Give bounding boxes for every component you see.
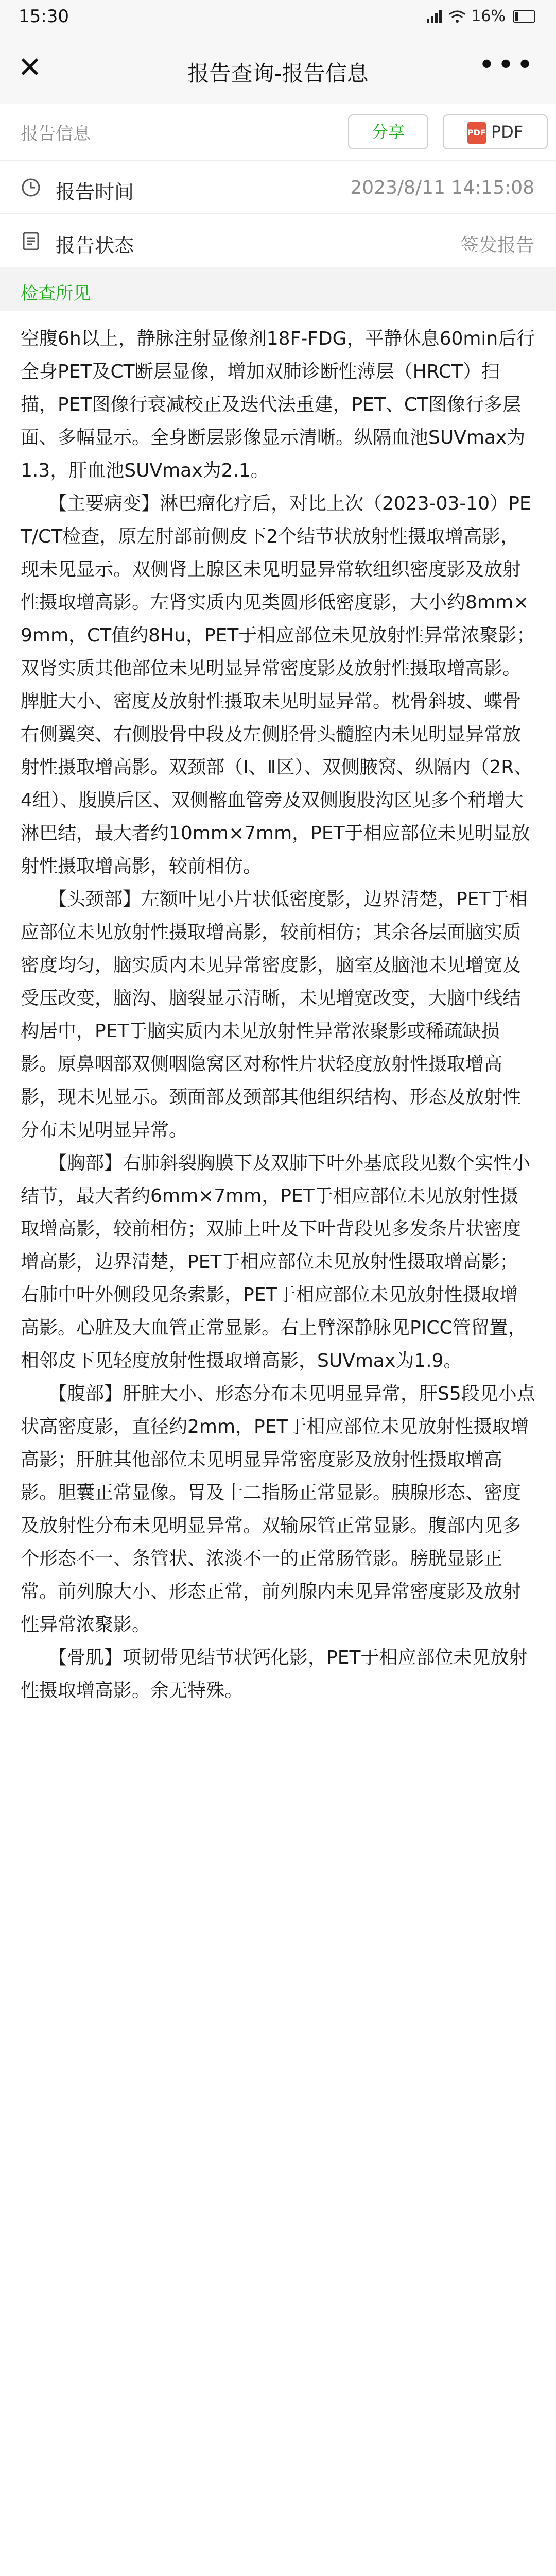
battery-icon xyxy=(513,10,535,23)
report-info-label: 报告信息 xyxy=(21,124,91,144)
clock-icon xyxy=(21,177,41,198)
status-time: 15:30 xyxy=(19,6,69,27)
findings-paragraph: 【胸部】右肺斜裂胸膜下及双肺下叶外基底段见数个实性小结节，最大者约6mm×7mm，PET于相应部位未见放射性摄取增高影，较前相仿；双肺上叶及下叶背段见多发条片状密度增高影，边界清楚，PET于相应部位未见放射性摄取增高影；右肺中叶外侧段见条索影，PET于相应部位未见放射性摄取增高影。心脏及大血管正常显影。右上臂深静脉见PICC管留置，相邻皮下见轻度放射性摄取增高影，SUVmax为1.9。 xyxy=(21,1153,531,1371)
more-options-icon[interactable]: ••• xyxy=(478,48,535,82)
findings-text xyxy=(21,323,535,1707)
findings-paragraph: 【主要病变】淋巴瘤化疗后，对比上次（2023-03-10）PET/CT检查，原左肘部前侧皮下2个结节状放射性摄取增高影，现未见显示。双侧肾上腺区未见明显异常软组织密度影及放射性摄取增高影。左肾实质内见类圆形低密度影，大小约8mm×9mm，CT值约8Hu，PET于相应部位未见放射性异常浓聚影；双肾实质其他部位未见明显异常密度影及放射性摄取增高影。脾脏大小、密度及放射性摄取未见明显异常。枕骨斜坡、蝶骨右侧翼突、右侧股骨中段及左侧胫骨头髓腔内未见明显异常放射性摄取增高影。双颈部（Ⅰ、Ⅱ区）、双侧腋窝、纵隔内（2R、4组）、腹膜后区、双侧髂血管旁及双侧腹股沟区见多个稍增大淋巴结，最大者约10mm×7mm，PET于相应部位未见明显放射性摄取增高影，较前相仿。 xyxy=(21,493,535,877)
findings-heading: 检查所见 xyxy=(21,283,91,304)
share-button[interactable]: 分享 xyxy=(348,114,428,149)
status-icons xyxy=(426,7,535,25)
pdf-button[interactable] xyxy=(443,114,548,149)
report-time-value: 2023/8/11 14:15:08 xyxy=(350,177,534,198)
pdf-button-label: PDF xyxy=(491,122,524,142)
findings-heading-bar xyxy=(0,267,556,311)
battery-percent: 16% xyxy=(471,7,506,25)
wifi-icon xyxy=(448,9,466,24)
report-time-row xyxy=(0,160,556,214)
report-time-label: 报告时间 xyxy=(56,181,134,204)
nav-bar xyxy=(0,37,556,104)
report-status-row xyxy=(0,213,556,268)
page-title: 报告查询-报告信息 xyxy=(187,61,369,86)
findings-paragraph: 【腹部】肝脏大小、形态分布未见明显异常，肝S5段见小点状高密度影，直径约2mm，PET于相应部位未见放射性摄取增高影；肝脏其他部位未见明显异常密度影及放射性摄取增高影。胆囊正常显像。胃及十二指肠正常显影。胰腺形态、密度及放射性分布未见明显异常。双输尿管正常显影。腹部内见多个形态不一、条管状、浓淡不一的正常肠管影。膀胱显影正常。前列腺大小、形态正常，前列腺内未见异常密度影及放射性异常浓聚影。 xyxy=(21,1383,535,1635)
report-status-label: 报告状态 xyxy=(56,234,134,257)
signal-icon xyxy=(426,9,443,24)
findings-paragraph: 【骨肌】项韧带见结节状钙化影，PET于相应部位未见放射性摄取增高影。余无特殊。 xyxy=(21,1647,528,1701)
report-status-value: 签发报告 xyxy=(460,235,534,256)
pdf-file-icon: PDF xyxy=(467,122,486,144)
findings-paragraph: 空腹6h以上，静脉注射显像剂18F-FDG，平静休息60min后行全身PET及CT断层显像，增加双肺诊断性薄层（HRCT）扫描，PET图像行衰减校正及迭代法重建，PET、CT图像行多层面、多幅显示。全身断层影像显示清晰。纵隔血池SUVmax为1.3，肝血池SUVmax为2.1。 xyxy=(21,328,535,481)
close-icon[interactable]: ✕ xyxy=(18,51,42,84)
status-bar xyxy=(0,0,556,37)
report-info-header xyxy=(0,104,556,160)
document-icon xyxy=(21,231,41,251)
findings-paragraph: 【头颈部】左额叶见小片状低密度影，边界清楚，PET于相应部位未见放射性摄取增高影，较前相仿；其余各层面脑实质密度均匀，脑实质内未见异常密度影，脑室及脑池未见增宽及受压改变，脑沟、脑裂显示清晰，未见增宽改变，大脑中线结构居中，PET于脑实质内未见放射性异常浓聚影或稀疏缺损影。原鼻咽部双侧咽隐窝区对称性片状轻度放射性摄取增高影，现未见显示。颈面部及颈部其他组织结构、形态及放射性分布未见明显异常。 xyxy=(21,889,528,1141)
